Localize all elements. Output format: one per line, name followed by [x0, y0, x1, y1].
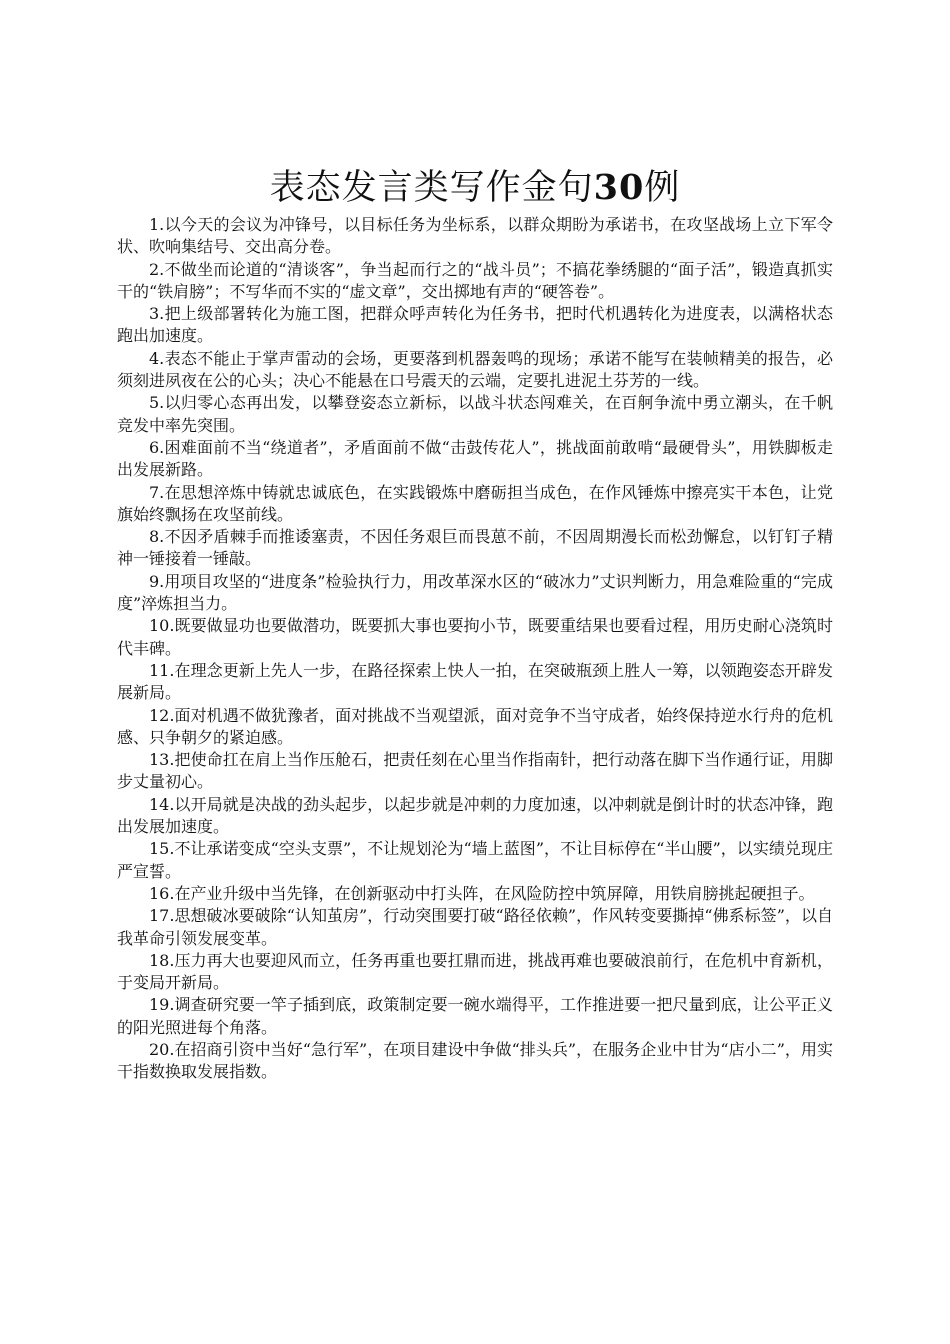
list-item: 18.压力再大也要迎风而立，任务再重也要扛鼎而进，挑战再难也要破浪前行，在危机中育新机，于变局开新局。: [117, 950, 833, 993]
list-item: 20.在招商引资中当好“急行军”，在项目建设中争做“排头兵”，在服务企业中甘为“店小二”，用实干指数换取发展指数。: [117, 1039, 833, 1082]
list-item: 6.困难面前不当“绕道者”，矛盾面前不做“击鼓传花人”，挑战面前敢啃“最硬骨头”，用铁脚板走出发展新路。: [117, 437, 833, 480]
list-item: 10.既要做显功也要做潜功，既要抓大事也要拘小节，既要重结果也要看过程，用历史耐心浇筑时代丰碑。: [117, 616, 833, 658]
title-suffix: 例: [644, 168, 681, 208]
list-item: 15.不让承诺变成“空头支票”，不让规划沦为“墙上蓝图”，不让目标停在“半山腰”，以实绩兑现庄严宣誓。: [117, 839, 833, 881]
list-item: 5.以归零心态再出发，以攀登姿态立新标，以战斗状态闯难关，在百舸争流中勇立潮头，在千帆竞发中率先突围。: [117, 393, 833, 435]
list-item: 9.用项目攻坚的“进度条”检验执行力，用改革深水区的“破冰力”丈识判断力，用急难险重的“完成度”淬炼担当力。: [117, 571, 833, 614]
list-item: 19.调查研究要一竿子插到底，政策制定要一碗水端得平，工作推进要一把尺量到底，让公平正义的阳光照进每个角落。: [117, 995, 833, 1037]
list-item: 17.思想破冰要破除“认知茧房”，行动突围要打破“路径依赖”，作风转变要撕掉“佛系标签”，以自我革命引领发展变革。: [117, 906, 833, 948]
list-item: 16.在产业升级中当先锋，在创新驱动中打头阵，在风险防控中筑屏障，用铁肩膀挑起硬担子。: [149, 883, 815, 903]
title-text: 表态发言类写作金句: [269, 168, 594, 208]
list-item: 14.以开局就是决战的劲头起步，以起步就是冲刺的力度加速，以冲刺就是倒计时的状态冲锋，跑出发展加速度。: [117, 794, 833, 837]
title-number: 30: [593, 167, 645, 208]
document-body: [117, 214, 833, 1084]
list-item: 7.在思想淬炼中铸就忠诚底色，在实践锻炼中磨砺担当成色，在作风锤炼中擦亮实干本色，让党旗始终飘扬在攻坚前线。: [117, 482, 833, 524]
list-item: 2.不做坐而论道的“清谈客”，争当起而行之的“战斗员”；不搞花拳绣腿的“面子活”，锻造真抓实干的“铁肩膀”；不写华而不实的“虚文章”，交出掷地有声的“硬答卷”。: [117, 259, 833, 301]
list-item: 3.把上级部署转化为施工图，把群众呼声转化为任务书，把时代机遇转化为进度表，以满格状态跑出加速度。: [117, 304, 833, 346]
list-item: 4.表态不能止于掌声雷动的会场，更要落到机器轰鸣的现场；承诺不能写在装帧精美的报告，必须刻进夙夜在公的心头；决心不能悬在口号震天的云端，定要扎进泥土芬芳的一线。: [117, 348, 833, 391]
list-item: 13.把使命扛在肩上当作压舱石，把责任刻在心里当作指南针，把行动落在脚下当作通行证，用脚步丈量初心。: [117, 750, 833, 792]
list-item: 12.面对机遇不做犹豫者，面对挑战不当观望派，面对竞争不当守成者，始终保持逆水行舟的危机感、只争朝夕的紧迫感。: [117, 705, 833, 747]
list-item: 8.不因矛盾棘手而推诿塞责，不因任务艰巨而畏葸不前，不因周期漫长而松劲懈怠，以钉钉子精神一锤接着一锤敲。: [117, 527, 833, 569]
page-title: [0, 166, 950, 210]
list-item: 11.在理念更新上先人一步，在路径探索上快人一拍，在突破瓶颈上胜人一筹，以领跑姿态开辟发展新局。: [117, 660, 833, 703]
list-item: 1.以今天的会议为冲锋号，以目标任务为坐标系，以群众期盼为承诺书，在攻坚战场上立下军令状、吹响集结号、交出高分卷。: [117, 215, 833, 257]
